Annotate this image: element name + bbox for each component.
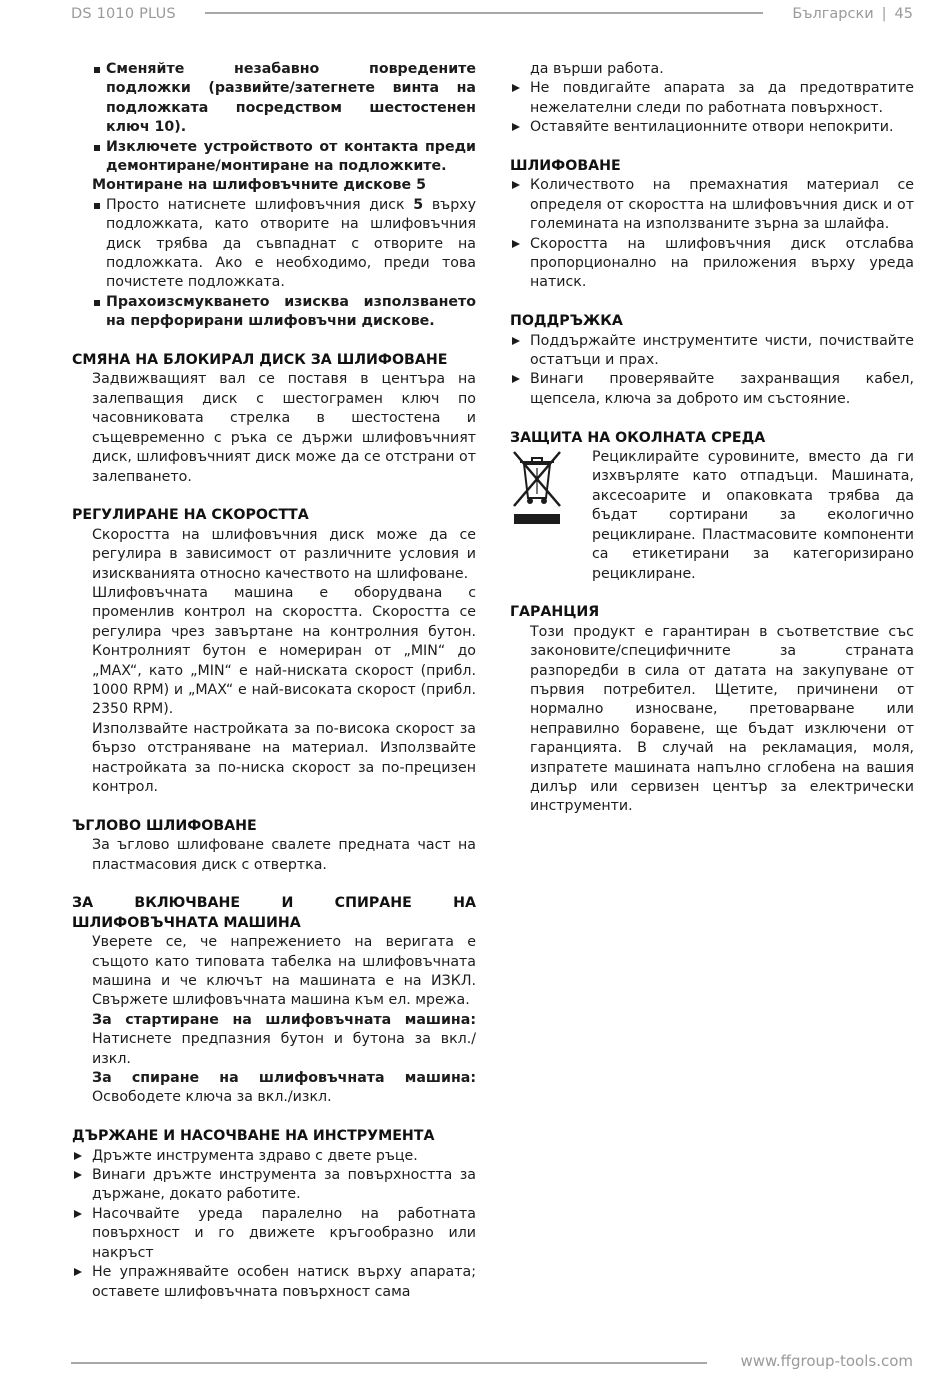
stop-text: Освободете ключа за вкл./изкл. xyxy=(92,1089,332,1106)
environment-block xyxy=(510,448,914,584)
section-title-holding: ДЪРЖАНЕ И НАСОЧВАНЕ НА ИНСТРУМЕНТА xyxy=(72,1128,435,1145)
start-text: Натиснете предпазния бутон и бутона за вкл./изкл. xyxy=(92,1031,476,1067)
list-item: Не упражнявайте особен натиск върху апарата; оставете шлифовъчната повърхност сама xyxy=(72,1263,476,1302)
list-item: Прахоизсмукването изисква използването на перфорирани шлифовъчни дискове. xyxy=(72,293,476,332)
start-label: За стартиране на шлифовъчната машина: xyxy=(92,1011,476,1028)
footer-url: www.ffgroup-tools.com xyxy=(740,1352,913,1370)
stop-instruction xyxy=(72,1069,476,1108)
list-item: Скоростта на шлифовъчния диск отслабва пропорционално на приложения върху уреда натиск. xyxy=(510,235,914,293)
stop-label: За спиране на шлифовъчната машина: xyxy=(92,1070,476,1087)
speed-paragraph: Шлифовъчната машина е оборудвана с променлив контрол на скоростта. Скоростта се регулира чрез завъртане на контролния бутон. Контролният бутон е номериран от „MIN“ до „MAX“, като „MIN“ е най-ниската скорост (прибл. 1000 RPM) и „MAX“ е най-високата скорост (прибл. 2350 RPM). xyxy=(92,584,476,718)
list-item: Винаги проверявайте захранващия кабел, щепсела, ключа за доброто им състояние. xyxy=(510,370,914,409)
section-title-speed: РЕГУЛИРАНЕ НА СКОРОСТТА xyxy=(72,507,309,524)
section-title-on-off: ЗА ВКЛЮЧВАНЕ И СПИРАНЕ НА ШЛИФОВЪЧНАТА МАШИНА xyxy=(72,895,476,931)
list-item: Количеството на премахнатия материал се определя от скоростта на шлифовъчния диск и от големината на използваните зърна за шлайфа. xyxy=(510,176,914,234)
section-title-maintenance: ПОДДРЪЖКА xyxy=(510,313,623,330)
continuation-list xyxy=(510,79,914,137)
start-instruction xyxy=(72,1011,476,1069)
mounting-bullets xyxy=(72,196,476,332)
crossed-out-wheelie-bin-icon xyxy=(510,448,564,528)
bullet-text: върху подложката, като отворите на шлифовъчния диск трябва да съвпаднат с отворите на подложката. Ако е необходимо, преди това почистете подложката. xyxy=(106,196,476,291)
intro-bullets xyxy=(72,60,476,176)
list-item: Не повдигайте апарата за да предотвратите нежелателни следи по работната повърхност. xyxy=(510,79,914,118)
section-title-environment: ЗАЩИТА НА ОКОЛНАТА СРЕДА xyxy=(510,429,766,446)
list-item: Поддържайте инструментите чисти, почиствайте остатъци и прах. xyxy=(510,332,914,371)
page-header xyxy=(0,0,950,30)
sanding-list xyxy=(510,176,914,292)
list-item: Оставяйте вентилационните отвори непокрити. xyxy=(510,118,914,137)
right-column xyxy=(510,60,914,817)
speed-paragraph: Използвайте настройката за по-висока скорост за бързо отстраняване на материал. Използвайте настройката за по-ниска скорост за по-прецизен контрол. xyxy=(92,720,476,795)
bullet-text: Просто натиснете шлифовъчния диск xyxy=(106,196,414,213)
disc-number: 5 xyxy=(413,196,424,213)
list-item: Сменяйте незабавно повредените подложки (развийте/затегнете винта на подложката посредством шестостенен ключ 10). xyxy=(72,60,476,138)
mounting-heading: Монтиране на шлифовъчните дискове 5 xyxy=(92,177,426,194)
header-separator: | xyxy=(881,6,887,22)
model-name: DS 1010 PLUS xyxy=(71,6,176,22)
language-label: Български xyxy=(792,6,874,22)
speed-paragraph: Скоростта на шлифовъчния диск може да се регулира в зависимост от различните условия и изискванията относно качеството на шлифоване. xyxy=(92,526,476,582)
list-item xyxy=(72,196,476,293)
section-title-angle: ЪГЛОВО ШЛИФОВАНЕ xyxy=(72,817,257,834)
footer-rule xyxy=(71,1362,707,1364)
maintenance-list xyxy=(510,332,914,410)
continuation-text: да върши работа. xyxy=(530,61,664,77)
warranty-text: Този продукт е гарантиран в съответствие със законовите/специфичните за страната разпоредби в сила от датата на закупуване от първия потребител. Щетите, причинени от нормално износване, претоварване или неправилно боравене, ще бъдат изключени от гаранцията. В случай на рекламация, моля, изпратете машината напълно сглобена на вашия дилър или сервизен център за електрически инструменти. xyxy=(530,623,914,815)
page-number: 45 xyxy=(894,6,913,22)
angle-text: За ъглово шлифоване свалете предната част на пластмасовия диск с отвертка. xyxy=(92,837,476,873)
list-item: Дръжте инструмента здраво с двете ръце. xyxy=(72,1147,476,1166)
holding-list xyxy=(72,1147,476,1302)
section-title-blocked-disc: СМЯНА НА БЛОКИРАЛ ДИСК ЗА ШЛИФОВАНЕ xyxy=(72,352,448,369)
list-item: Изключете устройството от контакта преди демонтиране/монтиране на подложките. xyxy=(72,138,476,177)
left-column xyxy=(72,60,476,1302)
section-title-warranty: ГАРАНЦИЯ xyxy=(510,604,600,621)
on-off-text: Уверете се, че напрежението на веригата е същото като типовата табелка на шлифовъчната машина и че ключът на машината е на ИЗКЛ. Свържете шлифовъчната машина към ел. мрежа. xyxy=(92,934,476,1009)
blocked-disc-text: Задвижващият вал се поставя в центъра на залепващия диск с шестограмен ключ по часовниковата стрелка в шестостена и същевременно с ръка се държи шлифовъчният диск, шлифовъчният диск може да се отстрани от залепването. xyxy=(92,371,476,485)
list-item: Винаги дръжте инструмента за повърхността за държане, докато работите. xyxy=(72,1166,476,1205)
header-right xyxy=(792,5,913,24)
header-rule xyxy=(205,12,763,14)
environment-text: Рециклирайте суровините, вместо да ги изхвърляте като отпадъци. Машината, аксесоарите и опаковката трябва да бъдат сортирани за екологично рециклиране. Пластмасовите компоненти са етикетирани за категоризирано рециклиране. xyxy=(592,449,914,582)
list-item: Насочвайте уреда паралелно на работната повърхност и го движете кръгообразно или накръст xyxy=(72,1205,476,1263)
section-title-sanding: ШЛИФОВАНЕ xyxy=(510,158,621,175)
